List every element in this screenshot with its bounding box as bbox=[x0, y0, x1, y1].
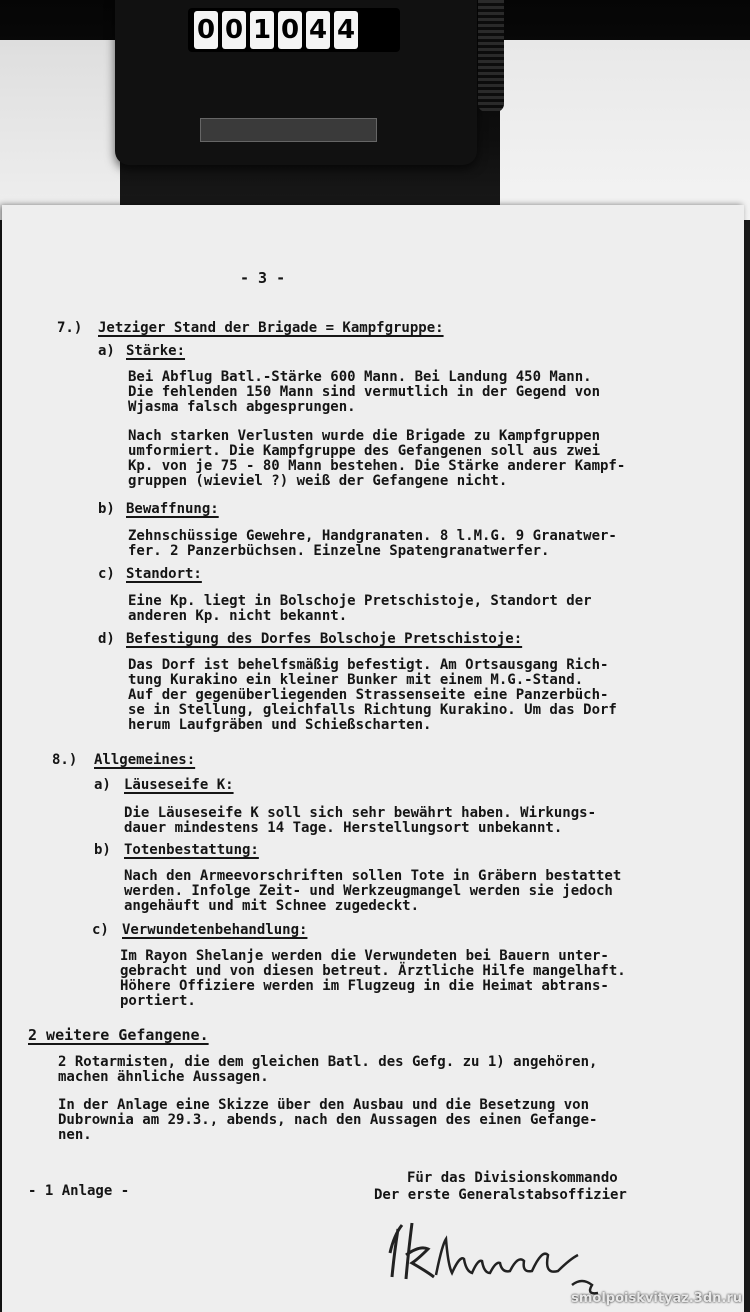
section-8-number: 8.) bbox=[52, 752, 78, 768]
subsection-heading: Standort: bbox=[126, 566, 202, 582]
item-label: a) bbox=[94, 777, 111, 793]
subsection-heading: Befestigung des Dorfes Bolschoje Pretschistoje: bbox=[126, 631, 523, 647]
subsection-heading: Stärke: bbox=[126, 343, 186, 359]
document-text bbox=[2, 205, 744, 1312]
signature-line-2: Der erste Generalstabsoffizier bbox=[374, 1187, 627, 1203]
counter-label-plate bbox=[200, 118, 377, 142]
counter-digit: 0 bbox=[278, 11, 302, 49]
paragraph: Nach starken Verlusten wurde die Brigade zu Kampfgruppen umformiert. Die Kampfgruppe des Gefangenen soll aus zwei Kp. von je 75 - 80 Mann bestehen. Die Stärke anderer Kampf- gruppen (wieviel ?) weiß der Gefangene nicht. bbox=[128, 428, 626, 489]
subsection-heading: Bewaffnung: bbox=[126, 501, 219, 517]
item-label: b) bbox=[94, 842, 111, 858]
counter-digit: 4 bbox=[334, 11, 358, 49]
counter-digit: 0 bbox=[222, 11, 246, 49]
subsection-heading: Läuseseife K: bbox=[124, 777, 234, 793]
item-label: c) bbox=[98, 566, 115, 582]
counter-digit: 1 bbox=[250, 11, 274, 49]
subsection-heading: Verwundetenbehandlung: bbox=[122, 922, 308, 938]
counter-knob bbox=[478, 0, 504, 112]
attachment-note: - 1 Anlage - bbox=[28, 1183, 130, 1199]
paragraph: In der Anlage eine Skizze über den Ausbau und die Besetzung von Dubrownia am 29.3., abends, nach den Aussagen des einen Gefange- nen. bbox=[58, 1097, 598, 1143]
paragraph: Im Rayon Shelanje werden die Verwundeten bei Bauern unter- gebracht und von diesen betreut. Ärztliche Hilfe mangelhaft. Höhere Offiziere werden im Flugzeug in die Heimat abtrans- portiert. bbox=[120, 948, 626, 1009]
watermark: smolpoiskvityaz.3dn.ru bbox=[571, 1291, 742, 1306]
counter-display bbox=[188, 8, 400, 52]
item-label: d) bbox=[98, 631, 115, 647]
paragraph: Das Dorf ist behelfsmäßig befestigt. Am Ortsausgang Rich- tung Kurakino ein kleiner Bunker mit einem M.G.-Stand. Auf der gegenüberliegenden Strassenseite eine Panzerbüch- se in Stellung, gleichfalls Richtung Kurakino. Um das Dorf herum Laufgräben und Schießscharten. bbox=[128, 657, 617, 733]
paragraph: Eine Kp. liegt in Bolschoje Pretschistoje, Standort der anderen Kp. nicht bekannt. bbox=[128, 593, 592, 624]
paragraph: Nach den Armeevorschriften sollen Tote in Gräbern bestattet werden. Infolge Zeit- und Werkzeugmangel werden sie jedoch angehäuft und mit Schnee zugedeckt. bbox=[124, 868, 622, 914]
subsection-heading: Totenbestattung: bbox=[124, 842, 259, 858]
paragraph: Zehnschüssige Gewehre, Handgranaten. 8 l.M.G. 9 Granatwer- fer. 2 Panzerbüchsen. Einzelne Spatengranatwerfer. bbox=[128, 528, 617, 559]
prisoners-heading: 2 weitere Gefangene. bbox=[28, 1026, 209, 1044]
item-label: b) bbox=[98, 501, 115, 517]
section-8-heading: Allgemeines: bbox=[94, 752, 196, 768]
light-surface-left bbox=[0, 40, 120, 220]
counter-digit: 0 bbox=[194, 11, 218, 49]
paragraph: Die Läuseseife K soll sich sehr bewährt haben. Wirkungs- dauer mindestens 14 Tage. Herstellungsort unbekannt. bbox=[124, 805, 597, 836]
item-label: c) bbox=[92, 922, 109, 938]
paragraph: 2 Rotarmisten, die dem gleichen Batl. des Gefg. zu 1) angehören, machen ähnliche Aussagen. bbox=[58, 1054, 598, 1085]
section-7-number: 7.) bbox=[57, 320, 83, 336]
section-7-heading: Jetziger Stand der Brigade = Kampfgruppe: bbox=[98, 320, 444, 336]
light-surface bbox=[500, 40, 750, 220]
counter-digit: 4 bbox=[306, 11, 330, 49]
paragraph: Bei Abflug Batl.-Stärke 600 Mann. Bei Landung 450 Mann. Die fehlenden 150 Mann sind vermutlich in der Gegend von Wjasma falsch abgesprungen. bbox=[128, 369, 601, 415]
document-page bbox=[2, 205, 744, 1312]
signature-line-1: Für das Divisionskommando bbox=[407, 1170, 618, 1186]
item-label: a) bbox=[98, 343, 115, 359]
page-number: - 3 - bbox=[240, 269, 286, 287]
